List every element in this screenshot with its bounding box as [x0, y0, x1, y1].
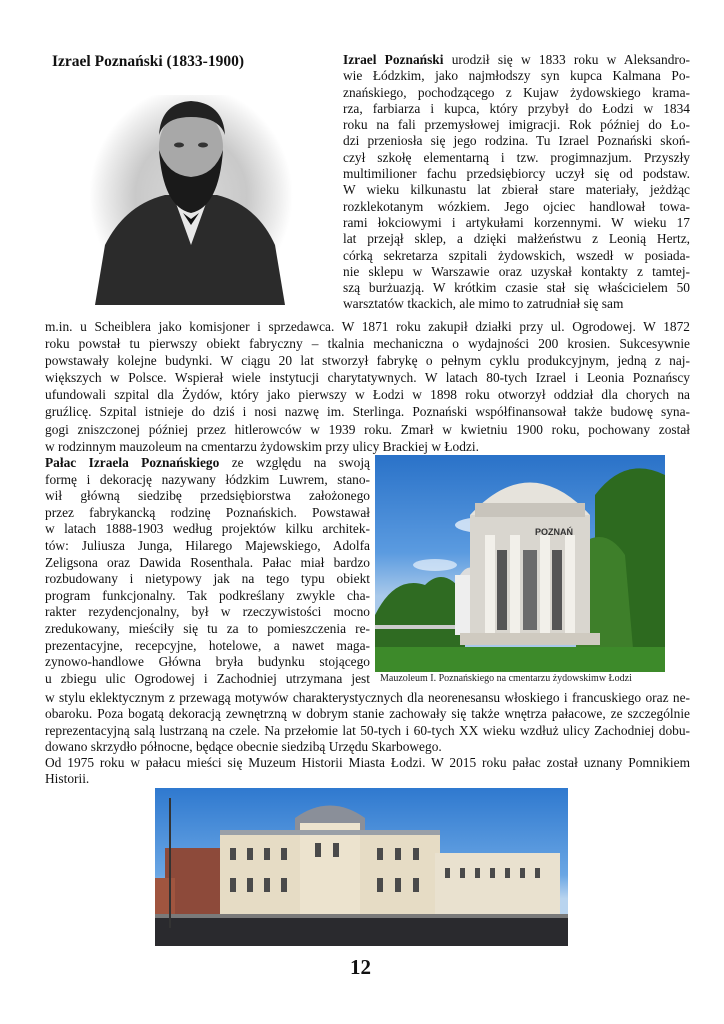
line-text: formę i dekorację nazywany łódzkim Luwrem, stano-: [45, 471, 370, 487]
text-line: [343, 264, 690, 280]
mausoleum-inscription: POZNAŃ: [535, 527, 573, 537]
text-line: [45, 621, 370, 638]
text-line: [45, 421, 690, 438]
text-line: [45, 723, 690, 739]
text-line: [343, 52, 690, 68]
line-text: roku powstał tu pierwszy obiekt fabryczny – tkalnia mechaniczna o wydajności 200 krosien. Sukcesywnie: [45, 336, 690, 352]
line-text: rakter rezydencjonalny, był w rzeczywistości mocno: [45, 604, 370, 620]
palace-column-left: [45, 455, 370, 687]
text-line: [45, 352, 690, 369]
text-line: [343, 166, 690, 182]
line-text: powstawały kolejne budynki. W ciągu 20 lat stworzył fabrykę o pełnym cyklu produkcyjnym, jedną z naj-: [45, 353, 690, 369]
line-text: prezentacyjne, recepcyjne, hotelowe, a nawet maga-: [45, 637, 370, 653]
text-line: [45, 472, 370, 489]
line-text: u zbiegu ulic Ogrodowej i Zachodniej utrzymana jest: [45, 670, 370, 686]
line-text: gruźlicę. Szpital istnieje do dziś i nosi nazwę im. Sterlinga. Poznański współfinansował także budowę syna-: [45, 404, 690, 420]
text-line: [45, 438, 690, 455]
text-line: [343, 280, 690, 296]
line-text: w latach 1888-1903 według projektów kilku architek-: [45, 521, 370, 537]
text-line: [343, 85, 690, 101]
line-text: program funkcjonalny. Tak podkreślany zwykle cha-: [45, 587, 370, 603]
text-line: [45, 335, 690, 352]
line-text: rozklekotanym wózkiem. Jego ojciec handlował towa-: [343, 198, 690, 214]
text-line: [45, 318, 690, 335]
article-title: Izrael Poznański (1833-1900): [52, 53, 245, 70]
text-line: [45, 403, 690, 420]
biography-continuation: [45, 318, 690, 455]
line-text: w stylu eklektycznym z przewagą motywów charakterystycznych dla neorenesansu włoskiego i francuskiego oraz ne-: [45, 690, 690, 705]
line-text: urodził się w 1833 roku w Aleksandro-: [443, 52, 691, 67]
text-line: [45, 386, 690, 403]
text-line: [45, 538, 370, 555]
text-line: [343, 150, 690, 166]
text-line: [45, 671, 370, 688]
line-text: w rodzinnym mauzoleum na cmentarzu żydowskim przy ulicy Brackiej w Łodzi.: [45, 438, 479, 454]
text-line: [45, 455, 370, 472]
line-text: dowano skrzydło północne, będące obecnie siedzibą Urzędu Skarbowego.: [45, 738, 442, 754]
line-text: rozbudowany i nietypowy jak na tego typu obiekt: [45, 571, 370, 587]
text-line: [45, 654, 370, 671]
text-line: [343, 133, 690, 149]
line-text: gogi zniszczonej później przez hitlerowców w 1939 roku. Zmarł w kwietniu 1900 roku, pochowany został: [45, 421, 690, 437]
line-text: znańskiego, pochodzącego z Kujaw żydowskiego krama-: [343, 84, 690, 100]
line-text: wie Łódzkim, jako najmłodszy syn kupca Kalmana Po-: [343, 68, 690, 84]
poznanski-palace-photo: [155, 788, 568, 946]
text-line: [45, 755, 690, 771]
line-text: m.in. u Scheiblera jako komisjoner i sprzedawca. W 1871 roku zakupił działki przy ul. Ogrodowej. W 1872: [45, 319, 690, 334]
line-text: nie sklepu w Warszawie oraz uzyskał kontakty z tamtej-: [343, 263, 690, 279]
line-text: wił główną siedzibę przedsiębiorstwa założonego: [45, 488, 370, 504]
line-text: ze względu na swoją: [219, 455, 370, 470]
biography-column-right: [343, 52, 690, 313]
line-text: przez fabrykancką rodzinę Poznańskich. Powstawał: [45, 504, 370, 520]
line-text: multimilioner fachu przedsiębiorcy uczył się od podstaw.: [343, 166, 690, 182]
text-line: [45, 505, 370, 522]
line-text: roku na fali przemysłowej imigracji. Rok później do Ło-: [343, 117, 690, 133]
text-line: [45, 771, 690, 787]
text-line: [45, 638, 370, 655]
text-line: [45, 690, 690, 706]
text-line: [45, 706, 690, 722]
line-text: reprezentacyjną salą lustrzaną na czele. Na przełomie lat 50-tych i 60-tych XX wieku wzdłuż ulicy Zachodniej dobu-: [45, 722, 690, 738]
line-text: zynowo-handlowe Główna bryła budynku stojącego: [45, 654, 370, 670]
line-text: Zeligsona oraz Dawida Rosenthala. Pałac miał bardzo: [45, 554, 370, 570]
text-line: [45, 588, 370, 605]
line-text: rza, farbiarza i kupca, który przybył do Łodzi w 1834: [343, 100, 690, 116]
bold-lead: Izrael Poznański: [343, 52, 444, 67]
text-line: [343, 117, 690, 133]
palace-continuation: [45, 690, 690, 788]
text-line: [45, 555, 370, 572]
mausoleum-caption: Mauzoleum I. Poznańskiego na cmentarzu żydowskimw Łodzi: [380, 673, 632, 684]
text-line: [45, 521, 370, 538]
line-text: lat przejął sklep, a dzięki małżeństwu z Leonią Hertz,: [343, 231, 690, 247]
text-line: [343, 68, 690, 84]
line-text: większych w Polsce. Wspierał wiele instytucji charytatywnych. W latach 80-tych Izrael i Leonia Poznańscy: [45, 370, 690, 386]
text-line: [45, 571, 370, 588]
text-line: [343, 101, 690, 117]
text-line: [343, 215, 690, 231]
line-text: córką sekretarza szpitali żydowskich, wszedł w posiada-: [343, 247, 690, 263]
line-text: W wieku kilkunastu lat zbierał stare materiały, jeżdżąc: [343, 182, 690, 198]
line-text: szą burżuazją. W krótkim czasie stał się właścicielem 50: [343, 280, 690, 296]
page-number: 12: [350, 955, 371, 979]
line-text: warsztatów tkackich, ale mimo to zatrudniał się sam: [343, 296, 624, 312]
line-text: dzi przeniosła się jego rodzina. Tu Izrael Poznański skoń-: [343, 133, 690, 149]
line-text: rami łokciowymi i artykułami korzennymi. W wieku 17: [343, 214, 690, 230]
text-line: [343, 248, 690, 264]
text-line: [45, 488, 370, 505]
line-text: tów: Juliusza Junga, Hilarego Majewskiego, Adolfa: [45, 537, 370, 553]
line-text: Od 1975 roku w pałacu mieści się Muzeum Historii Miasta Łodzi. W 2015 roku pałac został uznany Pomnikiem: [45, 755, 690, 771]
mausoleum-photo: [375, 455, 665, 672]
text-line: [343, 231, 690, 247]
line-text: zredukowany, mieściły się tu za to pomieszczenia re-: [45, 620, 370, 636]
text-line: [343, 182, 690, 198]
bold-lead: Pałac Izraela Poznańskiego: [45, 455, 220, 470]
text-line: [343, 296, 690, 312]
text-line: [45, 369, 690, 386]
line-text: ufundowali szpital dla Żydów, który jako pierwszy w Łodzi w 1898 roku otworzył oddział dla chorych na: [45, 387, 690, 403]
line-text: czył szkołę elementarną i tzw. progimnazjum. Przyszły: [343, 149, 690, 165]
text-line: [45, 604, 370, 621]
line-text: obaroku. Poza bogatą dekoracją zewnętrzną w dobrym stanie zachowały się także wnętrza pałacowe, ze szczególnie: [45, 706, 690, 722]
text-line: [45, 739, 690, 755]
text-line: [343, 199, 690, 215]
line-text: Historii.: [45, 771, 90, 787]
portrait-photo-izrael-poznanski: [85, 95, 297, 305]
